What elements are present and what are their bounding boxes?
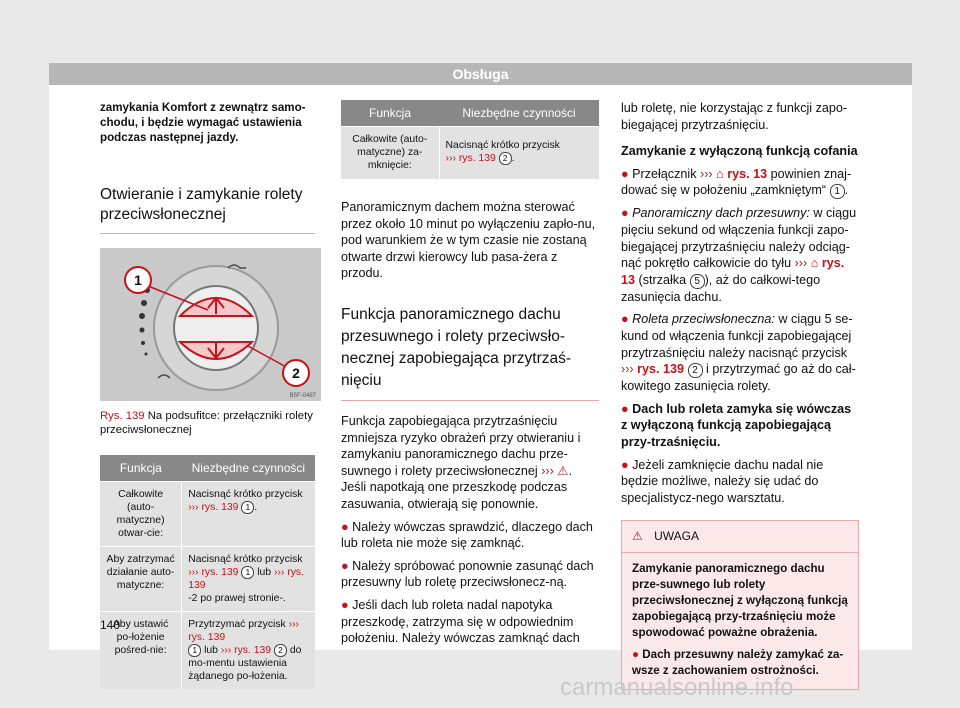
- table-row: Aby zatrzymać działanie auto-matyczne: Nacisnąć krótko przycisk ››› rys. 139 1 lub ››› rys. 139 -2 po prawej stronie-.: [100, 547, 315, 612]
- warning-text: Zamykanie panoramicznego dachu prze-suwnego lub rolety przeciwsłonecznej z wyłączoną funkcją zapobiegającą przy-trzaśnięciu może spowodować poważne obrażenia.: [632, 561, 848, 639]
- column-middle: [341, 100, 599, 647]
- figure: [100, 248, 321, 401]
- section-title-anti-trap: Funkcja panoramicznego dachu przesuwnego i rolety przeciwsło-necznej zapobiegająca przytrzaś-nięciu: [341, 304, 599, 401]
- paragraph: Panoramicznym dachem można sterować przez około 10 minut po wyłączeniu zapło-nu, pod warunkiem że w tym czasie nie zostaną otwarte drzwi kierowcy lub pasa-żera z przodu.: [341, 200, 596, 281]
- table-row: Całkowite (auto-matyczne) otwar-cie: Nacisnąć krótko przycisk ››› rys. 139 1 .: [100, 482, 315, 547]
- list-item: ● Należy spróbować ponownie zasunąć dach przesuwny lub roletę przeciwsłonecz-ną.: [341, 558, 594, 590]
- callout-1: 1: [134, 272, 142, 288]
- warning-icon: ⚠: [632, 529, 643, 544]
- list-item: ● Jeżeli zamknięcie dachu nadal nie będzie możliwe, należy się udać do specjalistycz-nego warsztatu.: [621, 457, 824, 505]
- callout-2: 2: [292, 365, 300, 381]
- roof-icon: ⌂: [716, 166, 724, 181]
- switch-illustration: [100, 248, 321, 401]
- function-table-continued: Funkcja Niezbędne czynności Całkowite (auto-matyczne) za-mknięcie: Nacisnąć krótko przycisk ››› rys. 139 2 .: [341, 100, 599, 179]
- figure-caption: Rys. 139 Na podsufitce: przełączniki rolety przeciwsłonecznej: [100, 410, 313, 436]
- table-row: Aby ustawić po-łożenie pośred-nie: Przytrzymać przycisk ››› rys. 139 1 lub ››› rys. 139 2 do mo-mentu ustawienia żądanego po-łożenia.: [100, 612, 315, 690]
- function-table: [100, 455, 315, 689]
- page-header: Obsługa: [49, 63, 912, 85]
- figure-code: B5F-0487: [289, 393, 316, 399]
- list-item: ● Panoramiczny dach przesuwny: w ciągu pięciu sekund od włączenia funkcji zapo-biegającej przytrzaśnięciu należy odciąg-nąć pokrętło całkowicie do tyłu ››› ⌂ rys. 13 (strzałka 5 ), aż do całkowi-tego zasunięcia dachu.: [621, 206, 857, 304]
- warning-box: [621, 520, 859, 690]
- list-item: ● Dach lub roleta zamyka się wówczas z wyłączoną funkcją zapobiegającą przy-trzaśnięciu.: [621, 401, 852, 449]
- warning-bullet: ● Dach przesuwny należy zamykać za-wsze z zachowaniem ostrożności.: [632, 647, 844, 677]
- list-item: ● Roleta przeciwsłoneczna: w ciągu 5 se-kund od włączenia funkcji zapobiegającej przytrzaśnięciu należy nacisnąć przycisk ››› rys. 139 2 i przytrzymać go aż do cał-kowitego zasunięcia rolety.: [621, 312, 856, 394]
- warning-title: UWAGA: [654, 529, 699, 544]
- table-header-function: Funkcja: [100, 455, 182, 482]
- list-item: ● Przełącznik ››› ⌂ rys. 13 powinien znaj-dować się w położeniu „zamkniętym“ 1 .: [621, 166, 852, 198]
- intro-text: zamykania Komfort z zewnątrz samo-chodu, i będzie wymagać ustawienia podczas następnej jazdy.: [100, 101, 306, 144]
- roof-icon: ⌂: [810, 256, 819, 271]
- column-left: [100, 100, 315, 689]
- table-header-actions: Niezbędne czynności: [182, 455, 315, 482]
- list-item: ● Jeśli dach lub roleta nadal napotyka przeszkodę, zatrzyma się w odpowiednim położeniu. Należy wówczas zamknąć dach: [341, 597, 580, 646]
- subheading: Zamykanie z wyłączoną funkcją cofania: [621, 144, 858, 159]
- paragraph: Funkcja zapobiegająca przytrzaśnięciu zmniejsza ryzyko obrażeń przy otwieraniu i zamykaniu panoramicznego dachu prze-suwnego i rolety przeciwsłonecznej ››› ⚠. Jeśli napotkają one przeszkodę podczas zasuwania, otwierają się ponownie.: [341, 413, 581, 511]
- section-title-roller-blind: Otwieranie i zamykanie rolety przeciwsłonecznej: [100, 185, 315, 234]
- page-number: 140: [100, 618, 121, 632]
- column-right: [621, 100, 859, 690]
- table-row: Całkowite (auto-matyczne) za-mknięcie: Nacisnąć krótko przycisk ››› rys. 139 2 .: [341, 127, 599, 180]
- warning-icon: ⚠: [557, 463, 569, 478]
- list-item: ● Należy wówczas sprawdzić, dlaczego dach lub roleta nie może się zamknąć.: [341, 519, 593, 551]
- watermark: carmanualsonline.info: [560, 674, 794, 701]
- paragraph: lub roletę, nie korzystając z funkcji zapo-biegającej przytrzaśnięciu.: [621, 101, 848, 132]
